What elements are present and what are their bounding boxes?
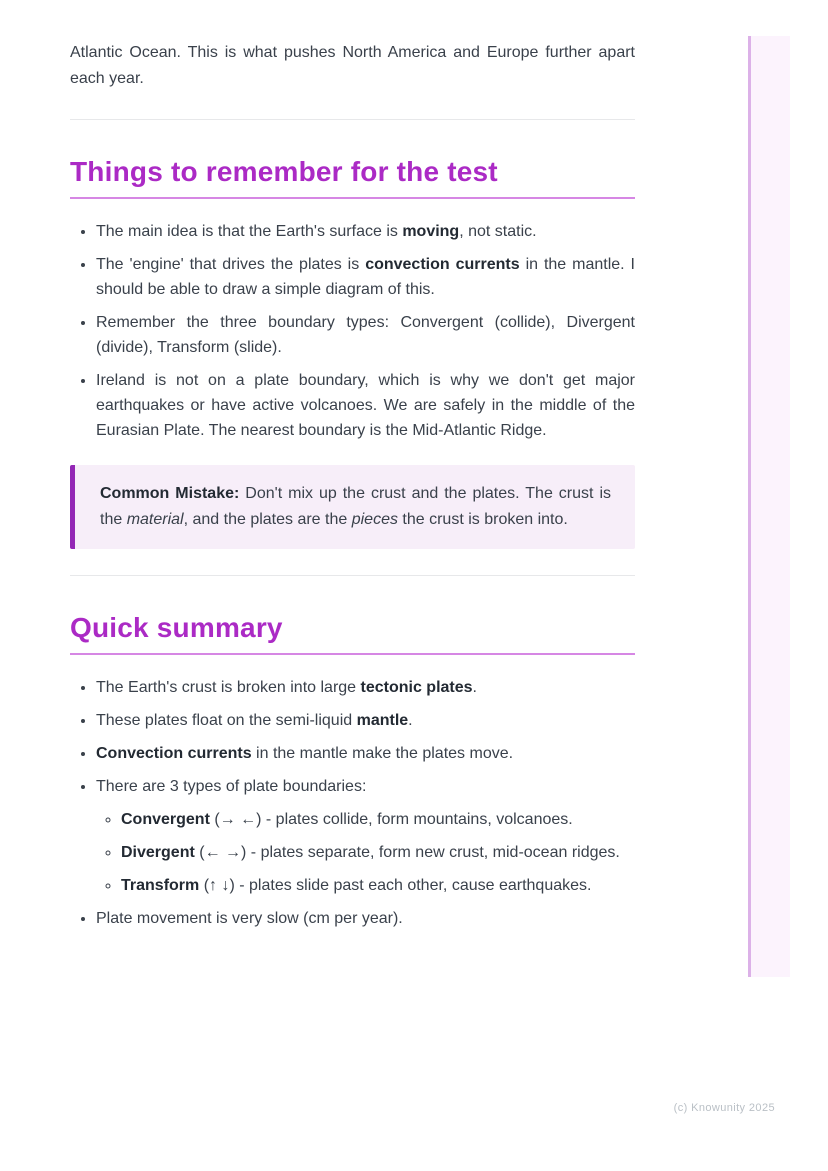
common-mistake-callout <box>70 465 635 549</box>
list-item: • These plates float on the semi-liquid mantle. <box>96 708 635 733</box>
list-item-text: There are 3 types of plate boundaries: <box>96 778 367 795</box>
intro-paragraph: Atlantic Ocean. This is what pushes North America and Europe further apart each year. <box>70 44 635 87</box>
summary-bullet-list <box>70 675 635 931</box>
list-item <box>96 774 635 898</box>
list-item: • The Earth's crust is broken into large tectonic plates. <box>96 675 635 700</box>
remember-bullet-list <box>70 219 635 443</box>
page-edge-strip <box>748 36 790 977</box>
footer-credit: (c) Knowunity 2025 <box>673 1102 775 1114</box>
list-item: • The main idea is that the Earth's surface is moving, not static. <box>96 219 635 244</box>
document-content <box>70 0 635 939</box>
callout-text: Common Mistake: Don't mix up the crust and the plates. The crust is the material, and the plates are the pieces the crust is broken into. <box>100 485 612 528</box>
sub-list-item: ◦ Convergent (→ ←) - plates collide, form mountains, volcanoes. <box>121 807 635 832</box>
section-heading-remember: Things to remember for the test <box>70 155 635 199</box>
section-heading-summary: Quick summary <box>70 611 635 655</box>
section-divider <box>70 119 635 120</box>
sub-list-item: ◦ Transform (↑ ↓) - plates slide past each other, cause earthquakes. <box>121 873 635 898</box>
boundary-types-sublist <box>96 807 635 898</box>
list-item: • The 'engine' that drives the plates is convection currents in the mantle. I should be able to draw a simple diagram of this. <box>96 252 635 302</box>
section-divider <box>70 575 635 576</box>
list-item: • Plate movement is very slow (cm per year). <box>96 906 635 931</box>
list-item: • Convection currents in the mantle make the plates move. <box>96 741 635 766</box>
list-item: • Remember the three boundary types: Convergent (collide), Divergent (divide), Transform (slide). <box>96 310 635 360</box>
sub-list-item: ◦ Divergent (← →) - plates separate, form new crust, mid-ocean ridges. <box>121 840 635 865</box>
list-item: • Ireland is not on a plate boundary, which is why we don't get major earthquakes or have active volcanoes. We are safely in the middle of the Eurasian Plate. The nearest boundary is the Mid-Atlantic Ridge. <box>96 368 635 443</box>
